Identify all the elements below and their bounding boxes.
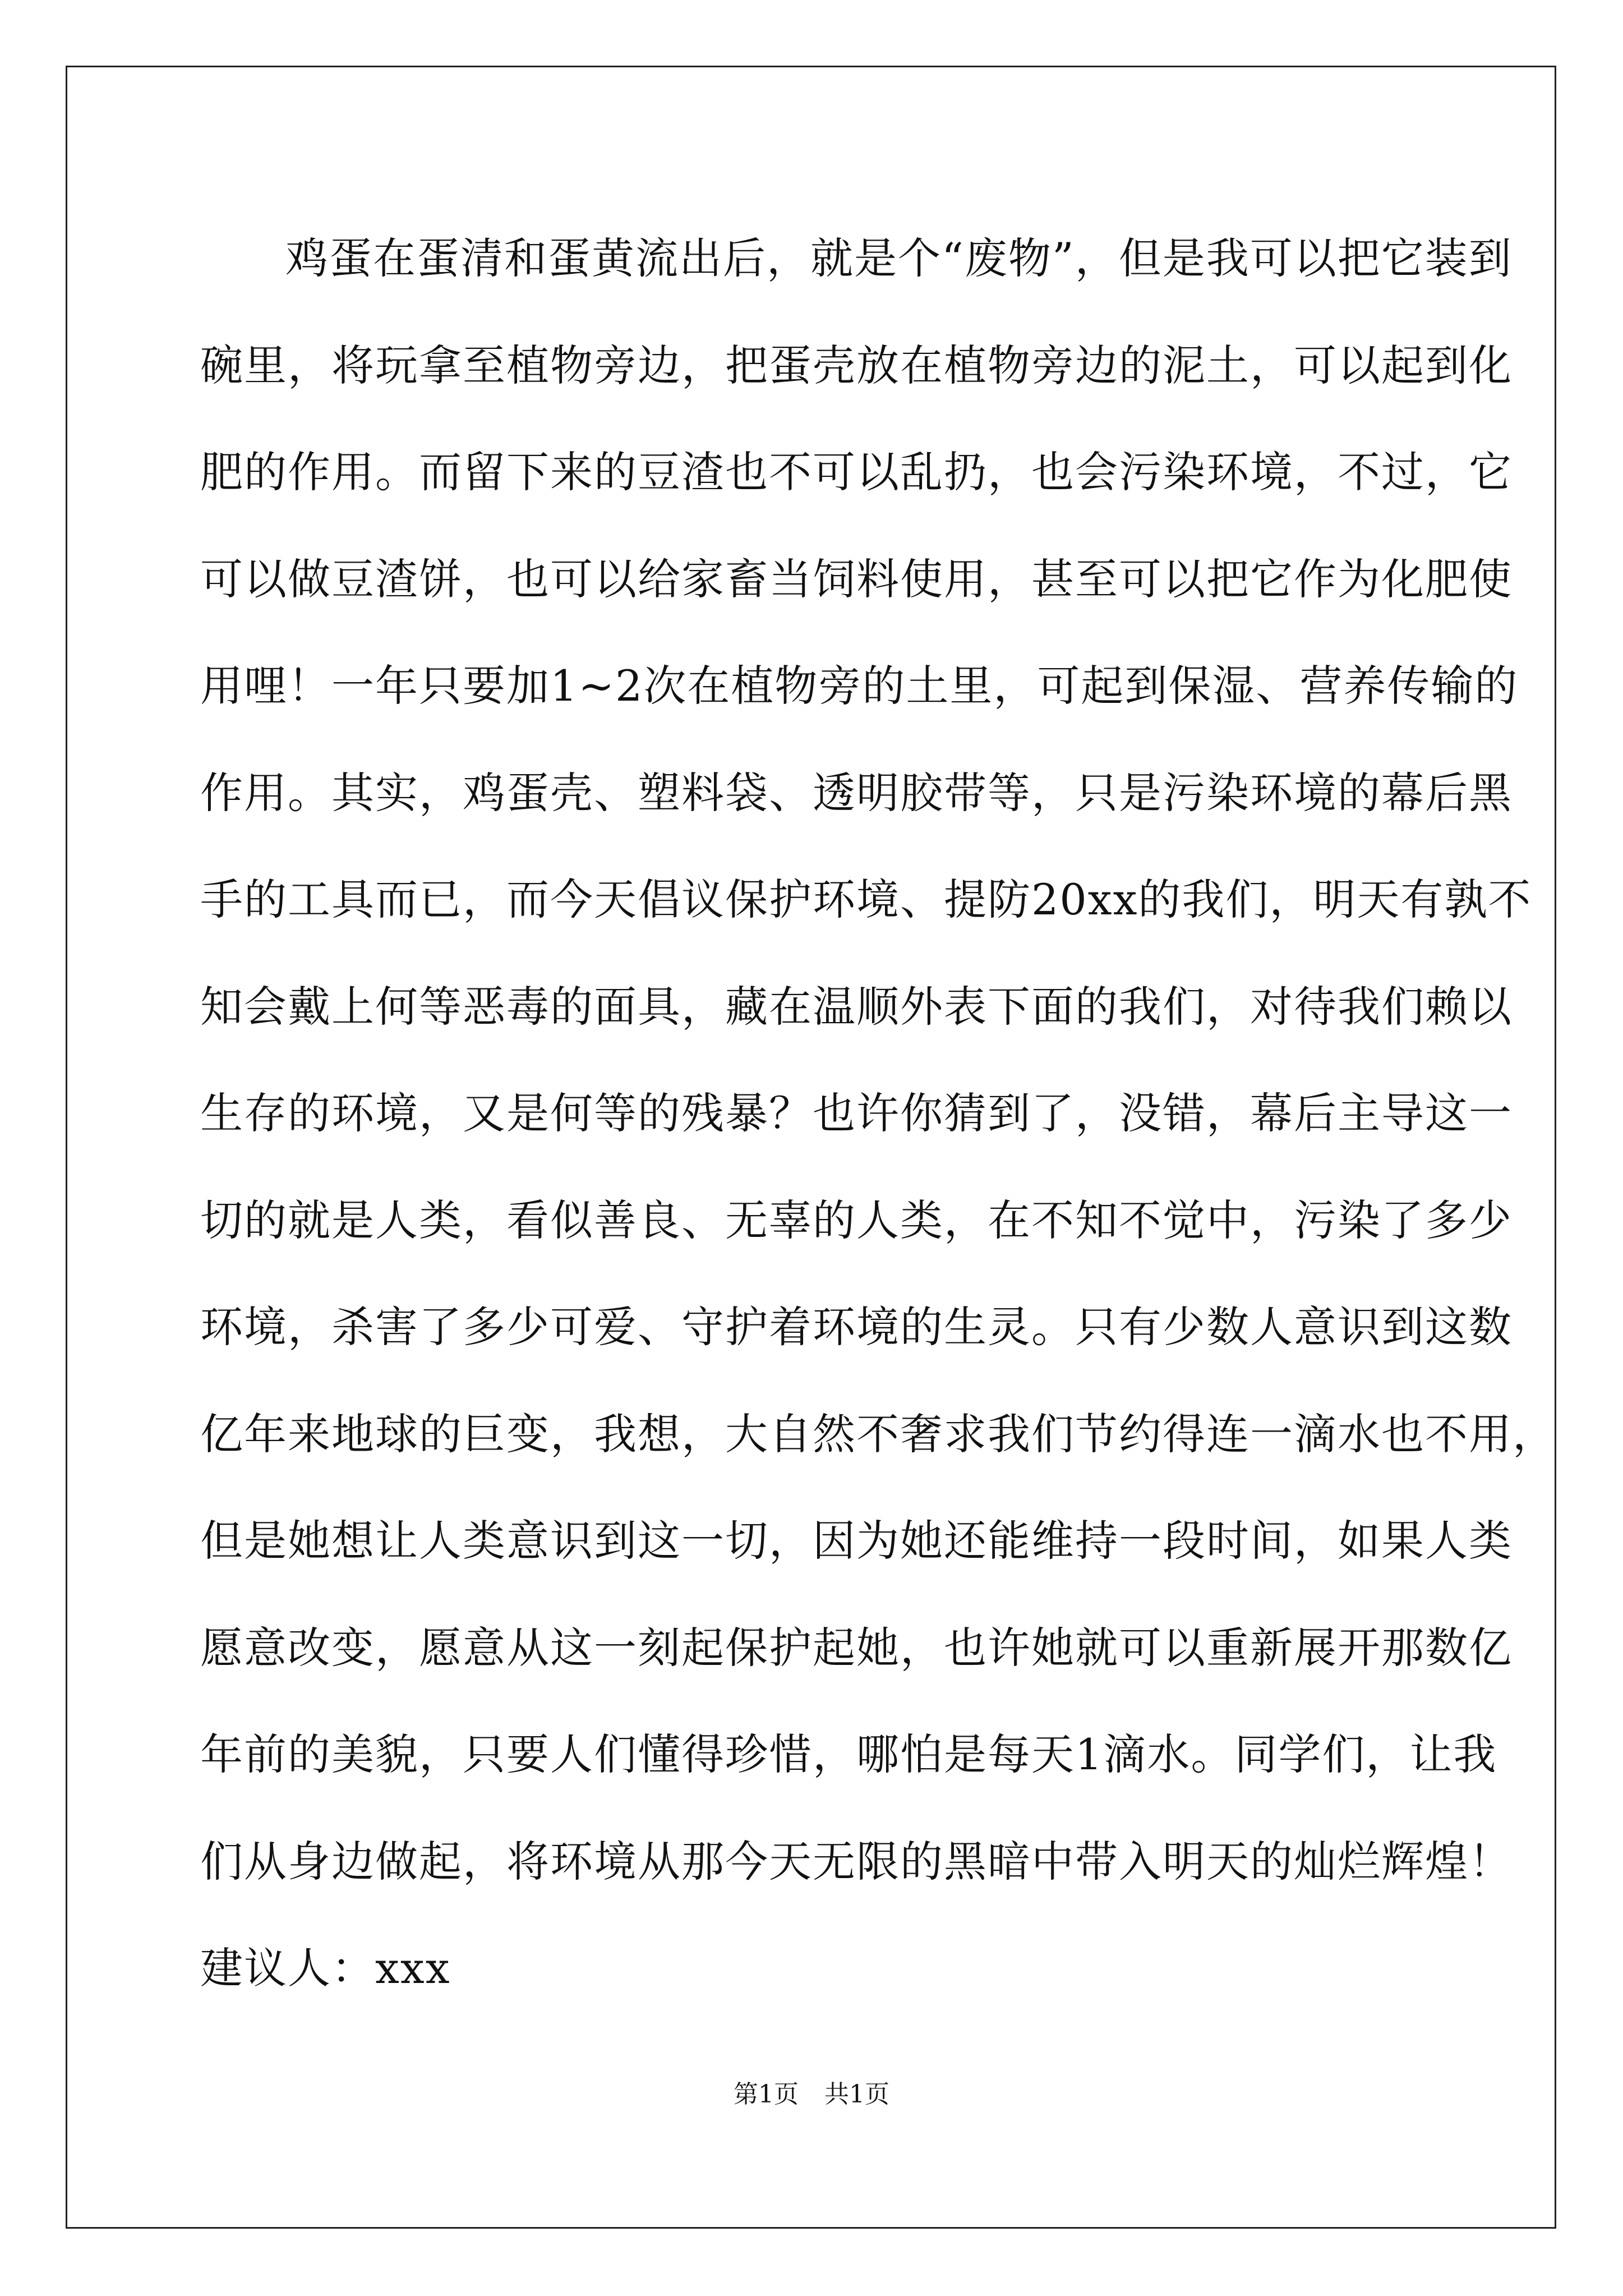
text-line: 碗里，将玩拿至植物旁边，把蛋壳放在植物旁边的泥土，可以起到化 [200, 340, 1513, 390]
signature: 建议人：xxx [200, 1943, 451, 1993]
text-line: 作用。其实，鸡蛋壳、塑料袋、透明胶带等，只是污染环境的幕后黑 [200, 767, 1513, 818]
text-line: 知会戴上何等恶毒的面具，藏在温顺外表下面的我们，对待我们赖以 [200, 981, 1513, 1032]
text-line: 环境，杀害了多少可爱、守护着环境的生灵。只有少数人意识到这数 [200, 1302, 1513, 1352]
text-line: 鸡蛋在蛋清和蛋黄流出后，就是个“废物”，但是我可以把它装到 [285, 233, 1513, 283]
text-line: 可以做豆渣饼，也可以给家畜当饲料使用，甚至可以把它作为化肥使 [200, 554, 1513, 604]
text-line: 生存的环境，又是何等的残暴？也许你猜到了，没错，幕后主导这一 [200, 1088, 1513, 1138]
text-line: 年前的美貌，只要人们懂得珍惜，哪怕是每天1滴水。同学们，让我 [200, 1729, 1497, 1779]
text-line: 用哩！一年只要加1~2次在植物旁的土里，可起到保湿、营养传输的 [200, 661, 1519, 711]
text-line: 但是她想让人类意识到这一切，因为她还能维持一段时间，如果人类 [200, 1516, 1513, 1566]
text-line: 愿意改变，愿意从这一刻起保护起她，也许她就可以重新展开那数亿 [200, 1622, 1513, 1673]
text-line: 手的工具而已，而今天倡议保护环境、提防20xx的我们，明天有孰不 [200, 875, 1532, 924]
body-text [200, 205, 1556, 1915]
page-footer [0, 2078, 1623, 2111]
page-number: 第1页 [734, 2080, 799, 2109]
text-line: 们从身边做起，将环境从那今天无限的黑暗中带入明天的灿烂辉煌！ [200, 1836, 1513, 1887]
text-line: 切的就是人类，看似善良、无辜的人类，在不知不觉中，污染了多少 [200, 1195, 1513, 1245]
text-line: 亿年来地球的巨变，我想，大自然不奢求我们节约得连一滴水也不用， [200, 1409, 1556, 1459]
page-total: 共1页 [824, 2080, 889, 2109]
text-line: 肥的作用。而留下来的豆渣也不可以乱扔，也会污染环境，不过，它 [200, 447, 1513, 497]
